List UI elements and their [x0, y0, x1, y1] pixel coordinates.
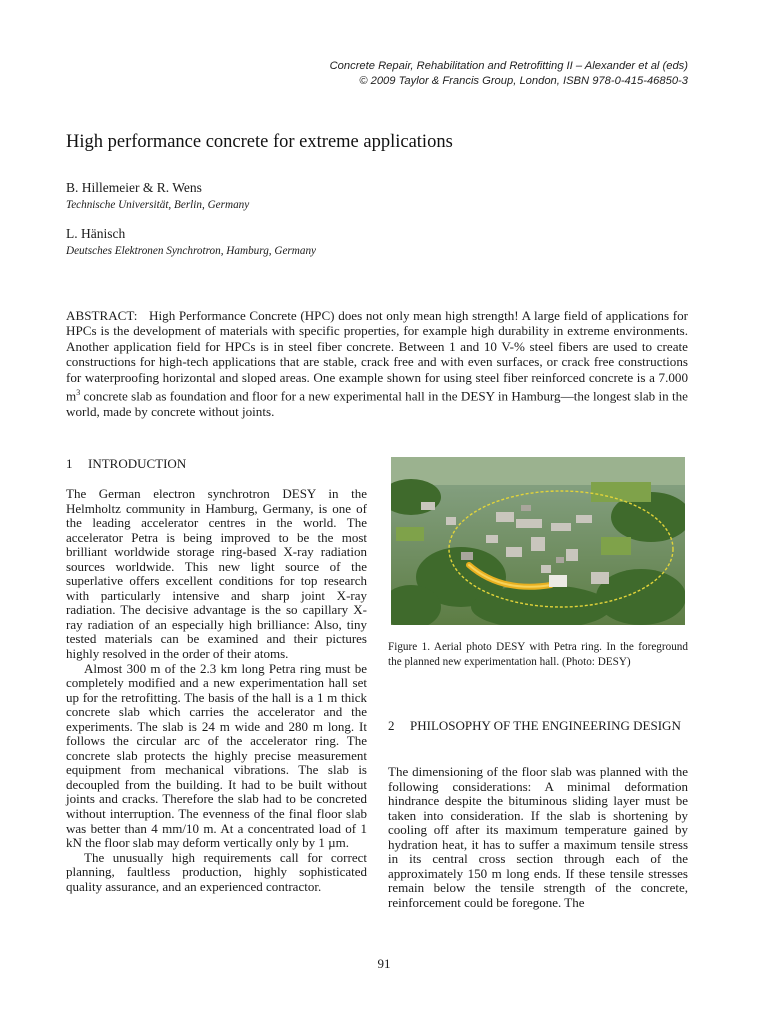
- section-heading: [388, 718, 688, 734]
- section-heading: [66, 456, 186, 472]
- figure-caption: Figure 1. Aerial photo DESY with Petra ring. In the foreground the planned new experimentation hall. (Photo: DESY): [388, 641, 688, 668]
- superscript: 3: [76, 388, 81, 398]
- section-title: INTRODUCTION: [88, 456, 187, 471]
- abstract-text-end: concrete slab as foundation and floor for a new experimental hall in the DESY in Hamburg—the longest slab in the world, made by concrete without joints.: [66, 388, 688, 419]
- author-names: B. Hillemeier & R. Wens: [66, 180, 202, 195]
- abstract-label: ABSTRACT:: [66, 308, 138, 323]
- running-header: [330, 59, 688, 88]
- header-citation: Concrete Repair, Rehabilitation and Retrofitting II – Alexander et al (eds): [329, 60, 688, 72]
- page-number: 91: [377, 956, 391, 971]
- paper-title: High performance concrete for extreme applications: [66, 132, 453, 152]
- abstract-text: High Performance Concrete (HPC) does not only mean high strength! A large field of applications for HPCs is the development of materials with specific properties, for example high durability in extreme environments. Another application field for HPCs is in steel fiber concrete. Between 1 and 10 V-% steel fibers are used to create constructions for high-tech applications that are stable, crack free and with even surfaces, or crack free constructions for waterproofing horizontal and sloped areas. One example shown for using steel fiber reinforced concrete is a 7.000 m: [66, 308, 688, 404]
- body-paragraph: The dimensioning of the floor slab was planned with the following considerations: A minimal deformation hindrance despite the bituminous sliding layer must be taken into consideration. If the slab is shortening by cooling off after its maximum temperature gained by hydration heat, it has to suffer a maximum tensile stress in its central cross section through each of the approximately 150 m long ends. If these tensile stresses remain below the tensile strength of the concrete, reinforcement could be foregone. The: [388, 764, 688, 910]
- body-paragraph: Almost 300 m of the 2.3 km long Petra ring must be completely modified and a new experimentation hall set up for the retrofitting. The basis of the hall is a 1 m thick concrete slab which carries the accelerator and the experiments. The slab is 24 m wide and 280 m long. It follows the circular arc of the accelerator ring. The concrete slab protects the highly precise measurement equipment from mechanical vibrations. The slab is decoupled from the building. It had to be built without joints and cracks. Therefore the slab had to be concreted without interruption. The evenness of the final floor slab was better than 4 mm/10 m. At a concentrated load of 1 kN the floor slab may deform vertically only by 1 µm.: [66, 660, 367, 851]
- author-affiliation: Technische Universität, Berlin, Germany: [66, 199, 250, 211]
- body-paragraph: The unusually high requirements call for correct planning, faultless production, highly sophisticated quality assurance, and an experienced contractor.: [66, 849, 367, 894]
- section-number: 2: [388, 718, 395, 733]
- right-column: [388, 765, 688, 910]
- section-title: PHILOSOPHY OF THE ENGINEERING DESIGN: [410, 718, 681, 733]
- header-copyright: © 2009 Taylor & Francis Group, London, ISBN 978-0-415-46850-3: [359, 74, 688, 87]
- author-affiliation: Deutsches Elektronen Synchrotron, Hamburg, Germany: [66, 245, 317, 257]
- section-number: 1: [66, 456, 73, 471]
- author-names: L. Hänisch: [66, 226, 126, 241]
- aerial-photo: [391, 457, 685, 625]
- abstract: [66, 308, 688, 419]
- body-paragraph: The German electron synchrotron DESY in the Helmholtz community in Hamburg, Germany, is one of the leading accelerator centres in the world. The accelerator Petra is being improved to be the most brilliant worldwide storage ring-based X-ray radiation sources worldwide. This new light source of the superlative offers excellent conditions for top research with particularly intensive and sharp joint X-ray radiation. The decisive advantage is the so capillary X-ray radiation of an especially high brilliance: Also, tiny tested materials can be examined and their pictures highly resolved in the order of their atoms.: [66, 486, 367, 662]
- left-column: [66, 487, 367, 894]
